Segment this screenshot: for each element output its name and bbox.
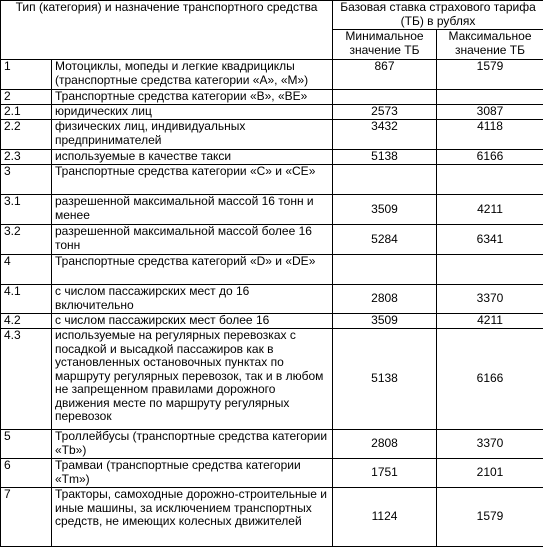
row-min-value: 2808 (333, 285, 437, 314)
row-max-value: 1579 (437, 488, 543, 547)
row-max-value: 1579 (437, 60, 543, 90)
row-type: Транспортные средства категории «С» и «СЕ» (52, 165, 333, 195)
header-type-label: Тип (категория) и назначение транспортного средства (16, 1, 318, 15)
table-row (1, 225, 543, 255)
row-number: 7 (1, 488, 52, 547)
header-max-label: Максимальное значение ТБ (448, 30, 531, 57)
table-row (1, 285, 543, 314)
row-number: 4.2 (1, 314, 52, 329)
row-min-value (333, 165, 437, 195)
table-row (1, 150, 543, 165)
row-number: 4.1 (1, 285, 52, 314)
row-type: юридических лиц (52, 105, 333, 120)
row-type: с числом пассажирских мест более 16 (52, 314, 333, 329)
row-type: используемые на регулярных перевозках с посадкой и высадкой пассажиров как в установленных остановочных пунктах по маршруту регулярных перевозок, так и в любом не запрещенном правилами дорожного движения месте по маршруту регулярных перевозок (52, 329, 333, 430)
header-rate-cell (333, 1, 543, 30)
row-max-value: 3370 (437, 430, 543, 459)
row-min-value: 3432 (333, 120, 437, 150)
row-number: 6 (1, 459, 52, 488)
row-max-value: 6166 (437, 150, 543, 165)
row-min-value: 5284 (333, 225, 437, 255)
row-min-value: 5138 (333, 150, 437, 165)
table-row (1, 430, 543, 459)
row-type: Транспортные средства категорий «D» и «DЕ» (52, 255, 333, 285)
row-number: 3.2 (1, 225, 52, 255)
row-max-value: 6341 (437, 225, 543, 255)
row-min-value: 2573 (333, 105, 437, 120)
row-min-value: 1124 (333, 488, 437, 547)
row-type: Тракторы, самоходные дорожно-строительные и иные машины, за исключением транспортных средств, не имеющих колесных движителей (52, 488, 333, 547)
row-max-value: 3370 (437, 285, 543, 314)
row-min-value: 867 (333, 60, 437, 90)
header-min-cell (333, 30, 437, 60)
row-number: 4 (1, 255, 52, 285)
row-number: 3 (1, 165, 52, 195)
row-min-value (333, 255, 437, 285)
row-type: физических лиц, индивидуальных предпринимателей (52, 120, 333, 150)
table-row (1, 255, 543, 285)
table-row (1, 329, 543, 430)
row-type: используемые в качестве такси (52, 150, 333, 165)
table-row (1, 165, 543, 195)
row-max-value: 6166 (437, 329, 543, 430)
row-number: 2 (1, 90, 52, 105)
row-number: 1 (1, 60, 52, 90)
header-type-cell (1, 1, 333, 60)
table-row (1, 60, 543, 90)
row-min-value: 1751 (333, 459, 437, 488)
row-min-value: 3509 (333, 314, 437, 329)
row-number: 2.3 (1, 150, 52, 165)
row-number: 3.1 (1, 195, 52, 225)
row-min-value: 3509 (333, 195, 437, 225)
row-number: 2.2 (1, 120, 52, 150)
row-max-value (437, 255, 543, 285)
row-max-value: 3087 (437, 105, 543, 120)
row-type: с числом пассажирских мест до 16 включительно (52, 285, 333, 314)
header-min-label: Минимальное значение ТБ (345, 30, 423, 57)
header-max-cell (437, 30, 543, 60)
row-type: Транспортные средства категории «В», «ВЕ» (52, 90, 333, 105)
row-type: разрешенной максимальной массой 16 тонн и менее (52, 195, 333, 225)
table-row (1, 90, 543, 105)
header-row-top (1, 1, 543, 30)
row-max-value: 4211 (437, 314, 543, 329)
row-type: разрешенной максимальной массой более 16 тонн (52, 225, 333, 255)
row-max-value (437, 165, 543, 195)
row-max-value: 4118 (437, 120, 543, 150)
row-type: Троллейбусы (транспортные средства категории «Tb») (52, 430, 333, 459)
row-number: 5 (1, 430, 52, 459)
row-type: Трамваи (транспортные средства категории «Tm») (52, 459, 333, 488)
table-row (1, 459, 543, 488)
row-min-value (333, 90, 437, 105)
table-row (1, 314, 543, 329)
row-number: 4.3 (1, 329, 52, 430)
table-row (1, 105, 543, 120)
row-min-value: 2808 (333, 430, 437, 459)
row-max-value (437, 90, 543, 105)
row-min-value: 5138 (333, 329, 437, 430)
table-row (1, 195, 543, 225)
header-rate-label: Базовая ставка страхового тарифа (ТБ) в рублях (340, 1, 536, 28)
table-row (1, 120, 543, 150)
row-number: 2.1 (1, 105, 52, 120)
row-max-value: 2101 (437, 459, 543, 488)
row-max-value: 4211 (437, 195, 543, 225)
row-type: Мотоциклы, мопеды и легкие квадрициклы (транспортные средства категории «А», «М») (52, 60, 333, 90)
